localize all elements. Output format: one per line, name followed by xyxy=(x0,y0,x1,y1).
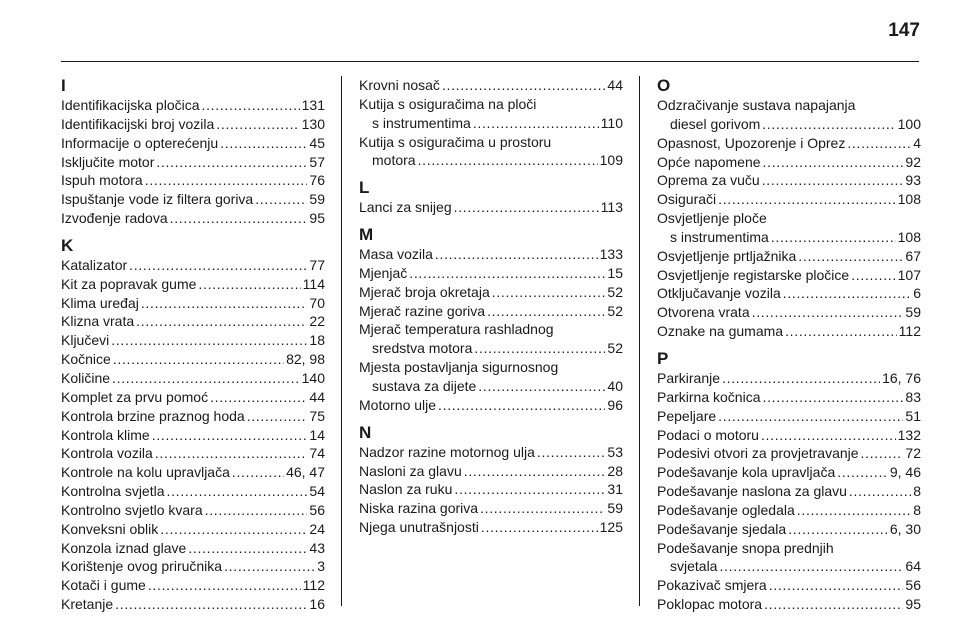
index-entry xyxy=(657,153,921,172)
dot-leader xyxy=(202,96,300,115)
entry-page-ref: 43 xyxy=(309,539,325,556)
dot-leader xyxy=(188,539,307,558)
section-letter: P xyxy=(657,348,669,368)
dot-leader xyxy=(205,501,308,520)
dot-leader xyxy=(851,266,895,285)
index-entry xyxy=(61,595,325,614)
dot-leader xyxy=(719,557,903,576)
index-entry-heading: Mjesta postavljanja sigurnosnog xyxy=(359,359,559,376)
index-section xyxy=(359,76,623,170)
entry-page-ref: 140 xyxy=(301,369,325,386)
index-entry xyxy=(657,266,921,285)
index-entry xyxy=(657,520,921,539)
entry-page-ref: 40 xyxy=(607,377,623,394)
index-entry xyxy=(359,264,623,283)
dot-leader xyxy=(160,520,307,539)
entry-page-ref: 8 xyxy=(913,483,921,500)
entry-page-ref: 67 xyxy=(905,247,921,264)
entry-term: Pepeljare xyxy=(657,407,717,424)
entry-term: Podešavanje naslona za glavu xyxy=(657,483,847,500)
entry-term: Informacije o opterećenju xyxy=(61,134,219,151)
dot-leader xyxy=(752,303,904,322)
entry-term: Masa vozila xyxy=(359,246,433,263)
entry-term: svjetala xyxy=(670,558,718,575)
entry-page-ref: 132 xyxy=(897,426,921,443)
entry-page-ref: 14 xyxy=(309,426,325,443)
entry-page-ref: 45 xyxy=(309,134,325,151)
dot-leader xyxy=(718,190,896,209)
index-entry xyxy=(61,115,325,134)
dot-leader xyxy=(167,482,308,501)
entry-page-ref: 59 xyxy=(309,191,325,208)
index-entry xyxy=(61,463,325,482)
entry-page-ref: 130 xyxy=(301,115,325,132)
entry-term: Oznake na gumama xyxy=(657,323,784,340)
entry-term: Podesivi otvori za provjetravanje xyxy=(657,445,859,462)
index-entry xyxy=(657,247,921,266)
index-entry xyxy=(61,312,325,331)
index-section xyxy=(359,423,623,537)
dot-leader xyxy=(783,284,911,303)
dot-leader xyxy=(474,339,605,358)
entry-page-ref: 16, 76 xyxy=(882,369,921,386)
entry-page-ref: 44 xyxy=(607,77,623,93)
entry-term: Klima uređaj xyxy=(61,294,139,311)
entry-term: Osvjetljenje prtljažnika xyxy=(657,247,797,264)
entry-term: Kotači i gume xyxy=(61,577,146,594)
index-entry xyxy=(359,480,623,499)
index-entry xyxy=(359,114,623,133)
entry-term: Nadzor razine motornog ulja xyxy=(359,443,535,460)
entry-page-ref: 53 xyxy=(607,443,623,460)
index-entry xyxy=(61,331,325,350)
index-entry xyxy=(61,134,325,153)
entry-term: Podešavanje kola upravljača xyxy=(657,464,836,481)
index-entry xyxy=(657,284,921,303)
entry-term: Identifikacijski broj vozila xyxy=(61,115,215,132)
index-section xyxy=(657,349,921,614)
index-entry xyxy=(657,501,921,520)
entry-term: Njega unutrašnjosti xyxy=(359,519,479,536)
index-entry xyxy=(657,134,921,153)
dot-leader xyxy=(155,444,308,463)
entry-page-ref: 113 xyxy=(600,199,623,216)
entry-term: Kontrole na kolu upravljača xyxy=(61,464,230,481)
top-rule xyxy=(61,61,919,62)
entry-page-ref: 28 xyxy=(607,462,623,479)
index-entry xyxy=(61,520,325,539)
dot-leader xyxy=(216,115,299,134)
dot-leader xyxy=(435,245,598,264)
entry-term: Podešavanje ogledala xyxy=(657,501,795,518)
index-entry xyxy=(61,209,325,228)
dot-leader xyxy=(761,426,896,445)
entry-term: Kit za popravak gume xyxy=(61,275,197,292)
entry-page-ref: 18 xyxy=(309,332,325,349)
entry-page-ref: 6, 30 xyxy=(889,520,921,537)
dot-leader xyxy=(141,294,308,313)
entry-term: Osigurači xyxy=(657,191,717,208)
entry-term: s instrumentima xyxy=(372,114,471,131)
index-column-2 xyxy=(359,76,623,537)
entry-page-ref: 54 xyxy=(309,483,325,500)
entry-page-ref: 3 xyxy=(317,558,325,575)
entry-term: Niska razina goriva xyxy=(359,500,479,517)
index-section xyxy=(61,236,325,614)
index-entry xyxy=(61,557,325,576)
index-entry-heading: Odzračivanje sustava napajanja xyxy=(657,97,856,113)
entry-term: Otključavanje vozila xyxy=(657,285,781,302)
entry-page-ref: 31 xyxy=(607,481,623,498)
entry-term: Identifikacijska pločica xyxy=(61,97,200,113)
entry-term: Kontrola klime xyxy=(61,426,150,443)
entry-term: Konveksni oblik xyxy=(61,520,159,537)
entry-term: Mjerač razine goriva xyxy=(359,302,486,319)
index-entry xyxy=(359,302,623,321)
entry-page-ref: 57 xyxy=(309,153,325,170)
entry-page-ref: 52 xyxy=(607,302,623,319)
entry-term: sustava za dijete xyxy=(372,377,477,394)
entry-page-ref: 64 xyxy=(905,558,921,575)
index-entry xyxy=(657,228,921,247)
entry-page-ref: 70 xyxy=(309,294,325,311)
entry-page-ref: 100 xyxy=(897,115,921,132)
section-letter: K xyxy=(61,235,74,255)
index-entry xyxy=(359,151,623,170)
entry-page-ref: 9, 46 xyxy=(889,464,921,481)
dot-leader xyxy=(111,331,307,350)
dot-leader xyxy=(837,463,888,482)
entry-term: Ispuštanje vode iz filtera goriva xyxy=(61,191,254,208)
entry-page-ref: 74 xyxy=(309,445,325,462)
dot-leader xyxy=(771,228,896,247)
entry-term: Motorno ulje xyxy=(359,396,437,413)
entry-term: Podaci o motoru xyxy=(657,426,759,443)
entry-page-ref: 131 xyxy=(301,97,325,113)
index-entry xyxy=(657,444,921,463)
dot-leader xyxy=(797,501,911,520)
entry-page-ref: 51 xyxy=(905,407,921,424)
index-entry xyxy=(657,115,921,134)
entry-term: Mjerač broja okretaja xyxy=(359,283,490,300)
index-entry xyxy=(359,377,623,396)
section-letter: I xyxy=(61,76,66,95)
index-entry-heading: Kutija s osiguračima na ploči xyxy=(359,95,537,112)
index-entry xyxy=(61,388,325,407)
entry-page-ref: 108 xyxy=(897,191,921,208)
dot-leader xyxy=(129,256,307,275)
entry-term: diesel gorivom xyxy=(670,115,761,132)
entry-page-ref: 16 xyxy=(309,596,325,613)
entry-term: Poklopac motora xyxy=(657,596,763,613)
dot-leader xyxy=(136,312,307,331)
entry-page-ref: 8 xyxy=(913,501,921,518)
column-divider xyxy=(639,76,640,606)
dot-leader xyxy=(849,482,911,501)
index-entry xyxy=(61,539,325,558)
index-entry xyxy=(657,426,921,445)
entry-term: Oprema za vuču xyxy=(657,172,760,189)
entry-term: Korištenje ovog priručnika xyxy=(61,558,223,575)
entry-page-ref: 107 xyxy=(897,266,921,283)
entry-page-ref: 112 xyxy=(898,323,921,340)
dot-leader xyxy=(537,443,606,462)
entry-page-ref: 133 xyxy=(599,246,623,263)
entry-page-ref: 93 xyxy=(905,172,921,189)
section-letter: L xyxy=(359,178,370,198)
dot-leader xyxy=(718,407,903,426)
dot-leader xyxy=(785,322,897,341)
entry-page-ref: 96 xyxy=(607,396,623,413)
entry-page-ref: 59 xyxy=(905,304,921,321)
entry-term: Ispuh motora xyxy=(61,172,143,189)
index-entry xyxy=(657,407,921,426)
index-entry xyxy=(657,303,921,322)
entry-page-ref: 75 xyxy=(309,407,325,424)
dot-leader xyxy=(798,247,903,266)
entry-term: Katalizator xyxy=(61,256,128,273)
index-entry xyxy=(61,407,325,426)
entry-term: Krovni nosač xyxy=(359,77,440,93)
entry-page-ref: 59 xyxy=(607,500,623,517)
entry-term: Kontrolno svjetlo kvara xyxy=(61,501,203,518)
dot-leader xyxy=(115,595,307,614)
entry-page-ref: 46, 47 xyxy=(286,464,325,481)
entry-term: Osvjetljenje registarske pločice xyxy=(657,266,850,283)
entry-page-ref: 15 xyxy=(607,264,623,281)
dot-leader xyxy=(156,153,307,172)
index-entry xyxy=(61,190,325,209)
entry-term: Isključite motor xyxy=(61,153,155,170)
entry-term: Izvođenje radova xyxy=(61,210,168,227)
section-letter: M xyxy=(359,225,374,245)
entry-term: Klizna vrata xyxy=(61,313,135,330)
entry-term: Otvorena vrata xyxy=(657,304,750,321)
index-entry xyxy=(61,294,325,313)
index-entry xyxy=(657,595,921,614)
dot-leader xyxy=(247,407,308,426)
entry-term: Komplet za prvu pomoć xyxy=(61,388,209,405)
dot-leader xyxy=(232,463,284,482)
index-column-1 xyxy=(61,76,325,614)
index-section xyxy=(359,225,623,415)
entry-term: Mjenjač xyxy=(359,264,408,281)
index-entry xyxy=(657,171,921,190)
dot-leader xyxy=(473,114,599,133)
index-entry xyxy=(359,462,623,481)
index-section xyxy=(657,76,921,341)
entry-page-ref: 6 xyxy=(913,285,921,302)
index-entry xyxy=(61,369,325,388)
entry-term: Nasloni za glavu xyxy=(359,462,462,479)
index-entry xyxy=(359,499,623,518)
index-entry xyxy=(61,256,325,275)
dot-leader xyxy=(145,171,308,190)
dot-leader xyxy=(763,388,904,407)
index-entry xyxy=(61,482,325,501)
index-entry xyxy=(61,96,325,115)
entry-page-ref: 52 xyxy=(607,283,623,300)
dot-leader xyxy=(492,283,606,302)
index-entry xyxy=(61,501,325,520)
entry-page-ref: 56 xyxy=(309,501,325,518)
index-entry xyxy=(359,76,623,95)
index-column-3 xyxy=(657,76,921,614)
entry-page-ref: 22 xyxy=(309,313,325,330)
dot-leader xyxy=(224,557,315,576)
entry-page-ref: 72 xyxy=(905,445,921,462)
entry-page-ref: 4 xyxy=(913,134,921,151)
entry-term: sredstva motora xyxy=(372,340,473,357)
index-entry xyxy=(61,275,325,294)
dot-leader xyxy=(198,275,300,294)
index-entry xyxy=(657,557,921,576)
index-entry xyxy=(657,388,921,407)
entry-page-ref: 125 xyxy=(599,519,623,536)
dot-leader xyxy=(454,480,605,499)
entry-term: Kretanje xyxy=(61,596,114,613)
section-letter: O xyxy=(657,76,671,95)
index-entry xyxy=(61,153,325,172)
entry-page-ref: 83 xyxy=(905,388,921,405)
entry-page-ref: 95 xyxy=(309,210,325,227)
index-entry xyxy=(61,426,325,445)
index-entry-heading: Osvjetljenje ploče xyxy=(657,210,767,227)
entry-page-ref: 109 xyxy=(599,152,623,169)
entry-page-ref: 108 xyxy=(897,228,921,245)
entry-term: Kontrola vozila xyxy=(61,445,153,462)
dot-leader xyxy=(769,576,904,595)
dot-leader xyxy=(487,302,605,321)
dot-leader xyxy=(481,518,598,537)
dot-leader xyxy=(762,115,895,134)
dot-leader xyxy=(438,396,605,415)
index-entry xyxy=(359,396,623,415)
entry-term: motora xyxy=(372,152,416,169)
entry-term: Lanci za snijeg xyxy=(359,199,452,216)
dot-leader xyxy=(764,595,903,614)
index-entry xyxy=(657,463,921,482)
entry-term: Parkiranje xyxy=(657,369,721,386)
entry-page-ref: 77 xyxy=(309,256,325,273)
entry-term: Pokazivač smjera xyxy=(657,577,767,594)
dot-leader xyxy=(480,499,605,518)
column-divider xyxy=(341,76,342,606)
entry-page-ref: 56 xyxy=(905,577,921,594)
dot-leader xyxy=(454,198,599,217)
entry-term: Kočnice xyxy=(61,351,111,368)
index-entry xyxy=(61,171,325,190)
entry-page-ref: 110 xyxy=(600,114,623,131)
index-entry xyxy=(657,190,921,209)
index-entry-heading: Kutija s osiguračima u prostoru xyxy=(359,133,552,150)
entry-page-ref: 76 xyxy=(309,172,325,189)
dot-leader xyxy=(788,520,888,539)
entry-page-ref: 44 xyxy=(309,388,325,405)
dot-leader xyxy=(152,426,308,445)
entry-page-ref: 24 xyxy=(309,520,325,537)
index-entry xyxy=(359,339,623,358)
dot-leader xyxy=(409,264,605,283)
entry-term: Ključevi xyxy=(61,332,110,349)
dot-leader xyxy=(148,576,301,595)
index-entry xyxy=(657,322,921,341)
dot-leader xyxy=(220,134,307,153)
dot-leader xyxy=(478,377,605,396)
index-entry-heading: Podešavanje snopa prednjih xyxy=(657,539,834,556)
index-entry xyxy=(657,576,921,595)
dot-leader xyxy=(861,444,904,463)
dot-leader xyxy=(113,350,284,369)
entry-page-ref: 114 xyxy=(302,275,325,292)
entry-term: Količine xyxy=(61,369,111,386)
index-entry-heading: Mjerač temperatura rashladnog xyxy=(359,321,554,338)
index-entry xyxy=(359,518,623,537)
entry-page-ref: 92 xyxy=(905,153,921,170)
index-entry xyxy=(359,443,623,462)
dot-leader xyxy=(418,151,598,170)
entry-page-ref: 112 xyxy=(302,577,325,594)
index-entry xyxy=(359,283,623,302)
index-entry xyxy=(61,350,325,369)
index-entry xyxy=(61,444,325,463)
index-section xyxy=(61,76,325,228)
entry-term: Podešavanje sjedala xyxy=(657,520,787,537)
entry-term: Kontrola brzine praznog hoda xyxy=(61,407,245,424)
dot-leader xyxy=(442,76,605,95)
dot-leader xyxy=(847,134,911,153)
index-section xyxy=(359,178,623,217)
entry-term: Opasnost, Upozorenje i Oprez xyxy=(657,134,846,151)
entry-term: Naslon za ruku xyxy=(359,481,453,498)
index-entry xyxy=(61,576,325,595)
index-entry xyxy=(657,369,921,388)
index-entry xyxy=(359,198,623,217)
entry-term: Kontrolna svjetla xyxy=(61,483,165,500)
entry-page-ref: 52 xyxy=(607,340,623,357)
dot-leader xyxy=(763,153,904,172)
dot-leader xyxy=(210,388,307,407)
dot-leader xyxy=(762,171,904,190)
entry-term: s instrumentima xyxy=(670,228,769,245)
entry-term: Konzola iznad glave xyxy=(61,539,187,556)
entry-term: Opće napomene xyxy=(657,153,761,170)
entry-term: Parkirna kočnica xyxy=(657,388,761,405)
entry-page-ref: 95 xyxy=(905,596,921,613)
page-number: 147 xyxy=(888,20,920,41)
entry-page-ref: 82, 98 xyxy=(286,351,325,368)
index-entry xyxy=(657,482,921,501)
dot-leader xyxy=(722,369,880,388)
dot-leader xyxy=(112,369,300,388)
index-entry xyxy=(359,245,623,264)
dot-leader xyxy=(464,462,606,481)
dot-leader xyxy=(170,209,308,228)
section-letter: N xyxy=(359,422,372,442)
dot-leader xyxy=(255,190,307,209)
